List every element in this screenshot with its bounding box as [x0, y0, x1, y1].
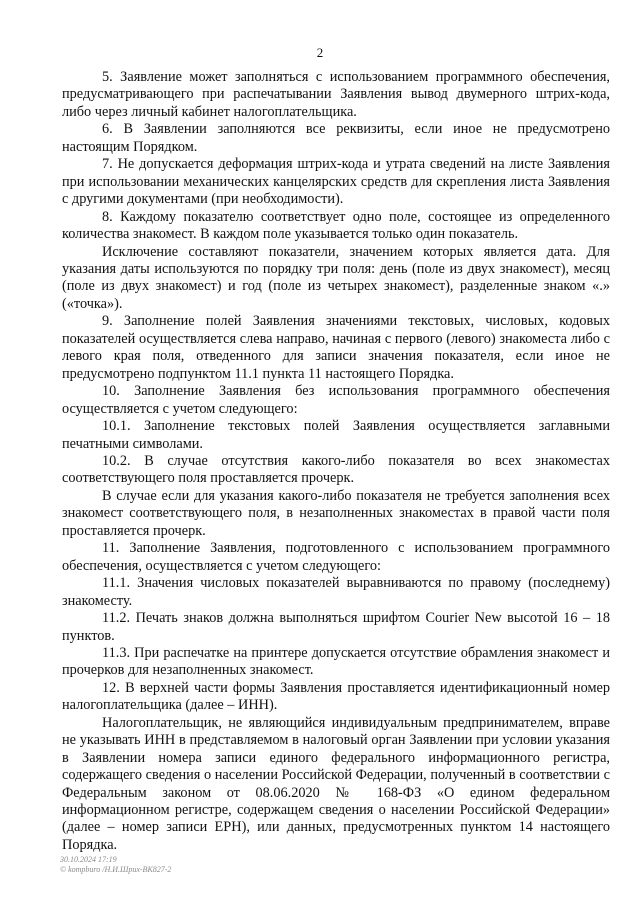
paragraph-item-10-1: 10.1. Заполнение текстовых полей Заявления осуществляется заглавными печатными символами.	[62, 418, 610, 452]
paragraph-item-11-2: 11.2. Печать знаков должна выполняться шрифтом Courier New высотой 16 – 18 пунктов.	[62, 610, 610, 644]
paragraph-item-11: 11. Заполнение Заявления, подготовленного с использованием программного обеспечения, осуществляется с учетом следующего:	[62, 540, 610, 574]
paragraph-date-exception: Исключение составляют показатели, значением которых является дата. Для указания даты используются по порядку три поля: день (поле из двух знакомест), месяц (поле из двух знакомест) и год (поле из четырех знакомест), разделенные знаком «.» («точка»).	[62, 243, 610, 312]
paragraph-dash-rule: В случае если для указания какого-либо показателя не требуется заполнения всех знакомест соответствующего поля, в незаполненных знакоместах в правой части поля проставляется прочерк.	[62, 487, 610, 539]
paragraph-item-9: 9. Заполнение полей Заявления значениями текстовых, числовых, кодовых показателей осуществляется слева направо, начиная с первого (левого) знакоместа либо с левого края поля, отведенного для записи значения показателя, если иное не предусмотрено подпунктом 11.1 пункта 11 настоящего Порядка.	[62, 313, 610, 382]
paragraph-item-5: 5. Заявление может заполняться с использованием программного обеспечения, предусматривающего при распечатывании Заявления вывод двумерного штрих-кода, либо через личный кабинет налогоплательщика.	[62, 69, 610, 120]
paragraph-item-6: 6. В Заявлении заполняются все реквизиты, если иное не предусмотрено настоящим Порядком.	[62, 121, 610, 155]
paragraph-item-12: 12. В верхней части формы Заявления проставляется идентификационный номер налогоплательщика (далее – ИНН).	[62, 679, 610, 714]
paragraph-item-8: 8. Каждому показателю соответствует одно поле, состоящее из определенного количества знакомест. В каждом поле указывается только один показатель.	[62, 208, 610, 243]
page-number: 2	[316, 45, 324, 60]
paragraph-item-11-1: 11.1. Значения числовых показателей выравниваются по правому (последнему) знакоместу.	[62, 575, 610, 609]
paragraph-item-10: 10. Заполнение Заявления без использования программного обеспечения осуществляется с учетом следующего:	[62, 383, 610, 417]
paragraph-item-11-3: 11.3. При распечатке на принтере допускается отсутствие обрамления знакомест и прочерков для незаполненных знакомест.	[62, 644, 610, 679]
paragraph-taxpayer-inn: Налогоплательщик, не являющийся индивидуальным предпринимателем, вправе не указывать ИНН в представляемом в налоговый орган Заявлении при условии указания в Заявлении номера записи единого федерального информационного регистра, содержащего сведения о населении Российской Федерации, полученный в соответствии с Федеральным законом от 08.06.2020 № 168-ФЗ «О едином федеральном информационном регистре, содержащем сведения о населении Российской Федерации» (далее – номер записи ЕРН), или данных, предусмотренных пунктом 14 настоящего Порядка.	[62, 714, 610, 853]
paragraph-item-10-2: 10.2. В случае отсутствия какого-либо показателя во всех знакоместах соответствующего поля проставляется прочерк.	[62, 452, 610, 487]
footer-timestamp: 30.10.2024 17:19	[60, 855, 117, 864]
footer-file-reference: © kompburo /Н.И.Шрих-ВК827-2	[60, 865, 172, 874]
paragraph-item-7: 7. Не допускается деформация штрих-кода и утрата сведений на листе Заявления при использовании механических канцелярских средств для скрепления листа Заявления с другими документами (при необходимости).	[62, 156, 610, 208]
document-body	[62, 69, 610, 854]
document-footer-stamp	[60, 855, 171, 875]
